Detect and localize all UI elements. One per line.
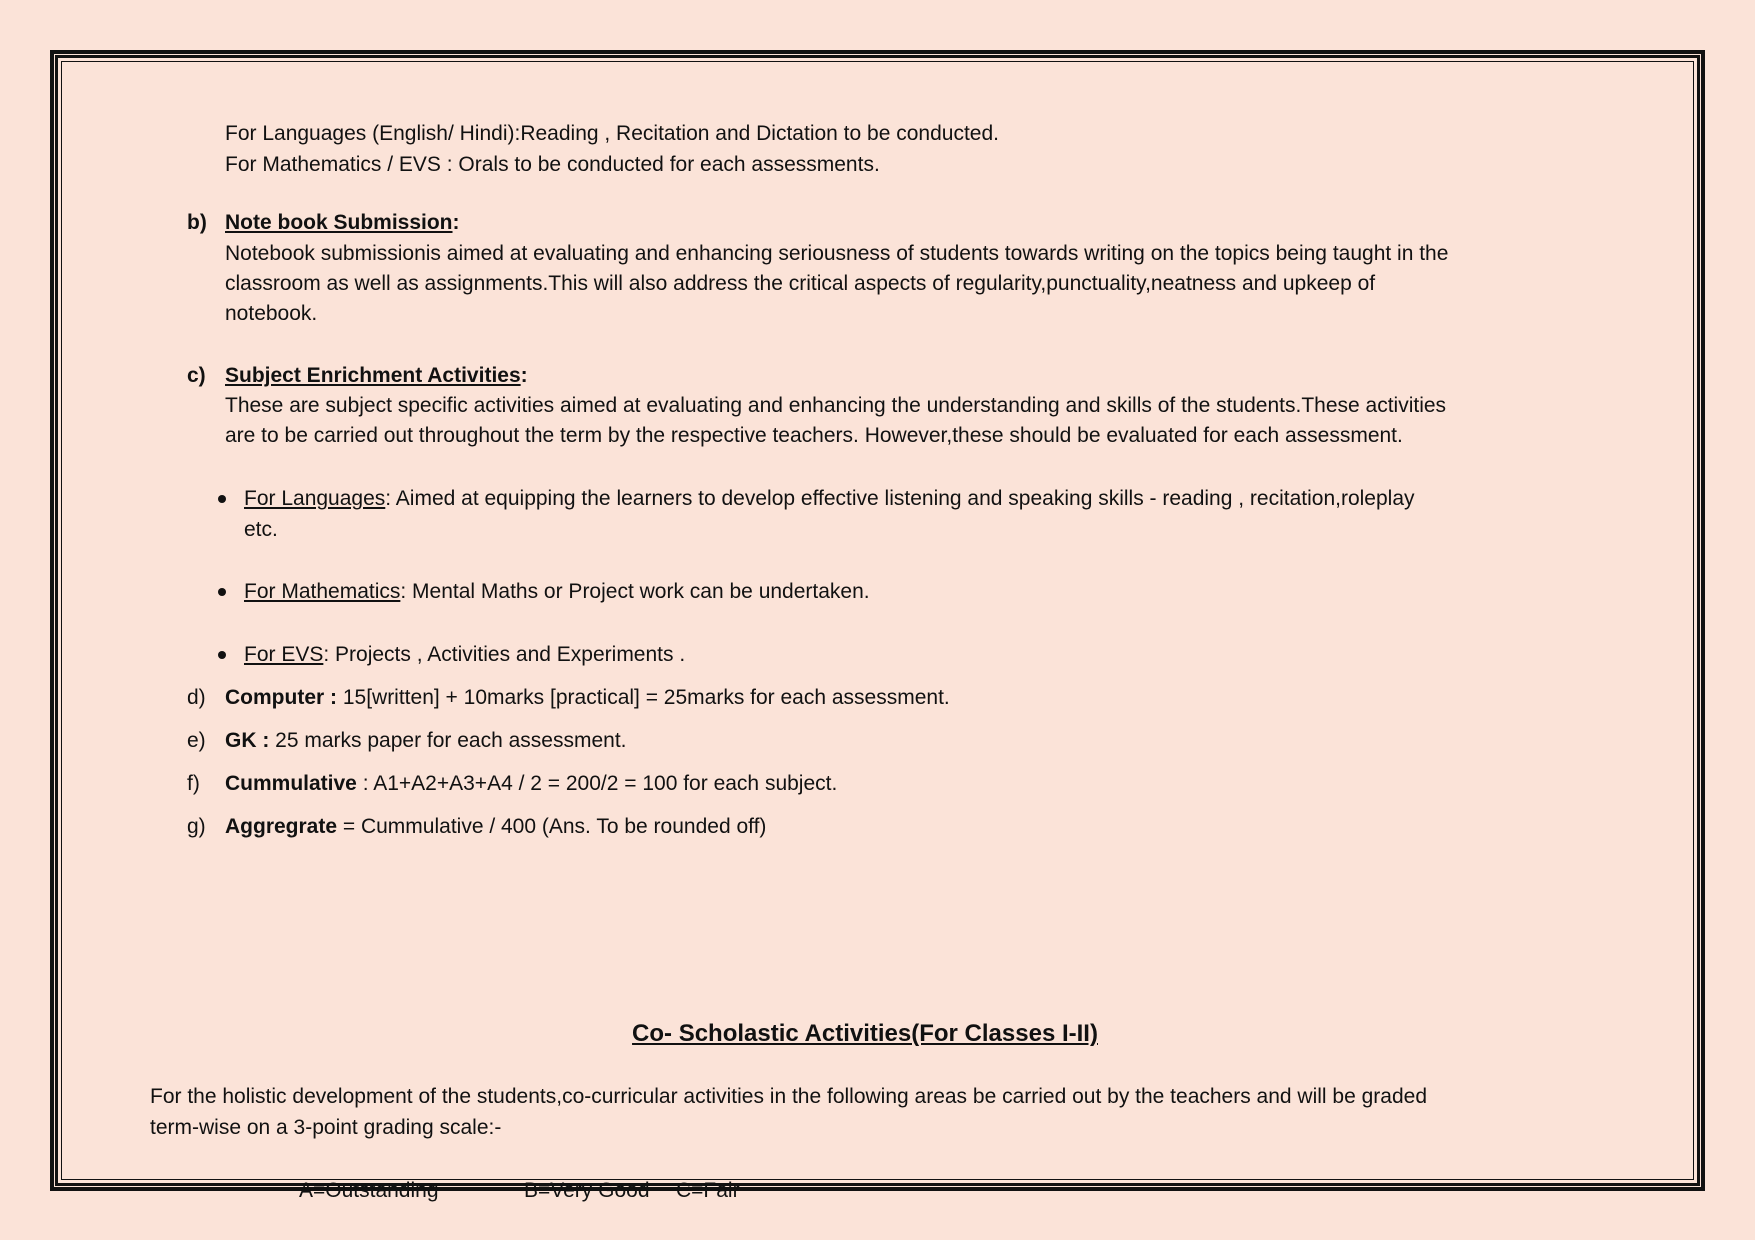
intro-mathematics-line: For Mathematics / EVS : Orals to be conducted for each assessments.: [225, 153, 880, 176]
item-g-text: = Cummulative / 400 (Ans. To be rounded off): [337, 815, 767, 838]
bullet-dot: [218, 588, 226, 596]
section-b-title-colon: :: [452, 211, 460, 234]
bullet-languages-text: : Aimed at equipping the learners to develop effective listening and speaking skills - reading , recitation,roleplay: [385, 487, 1415, 510]
section-c-title-colon: :: [520, 364, 528, 387]
bullet-mathematics-text: : Mental Maths or Project work can be undertaken.: [400, 580, 870, 603]
section-b-line-3: notebook.: [225, 302, 318, 325]
item-g: [225, 812, 766, 842]
item-e: [225, 726, 627, 756]
item-d-text: 15[written] + 10marks [practical] = 25marks for each assessment.: [337, 686, 950, 709]
item-d: [225, 683, 950, 713]
item-d-label: Computer :: [225, 686, 337, 709]
section-b-line-2: classroom as well as assignments.This will also address the critical aspects of regularity,punctuality,neatness and upkeep of: [225, 272, 1376, 295]
bullet-evs: [244, 640, 685, 670]
item-e-marker: e): [187, 729, 206, 752]
bullet-dot: [218, 651, 226, 659]
item-f: [225, 769, 837, 799]
section-b-line-1: Notebook submissionis aimed at evaluating and enhancing seriousness of students towards writing on the topics being taught in the: [225, 242, 1449, 265]
bullet-languages-label: For Languages: [244, 487, 386, 510]
section-c-title: [225, 361, 528, 391]
bullet-evs-text: : Projects , Activities and Experiments .: [323, 643, 686, 666]
bullet-dot: [218, 495, 226, 503]
grade-a: A=Outstanding: [299, 1179, 439, 1202]
section-b-title: [225, 208, 460, 238]
item-g-marker: g): [187, 815, 206, 838]
item-e-label: GK :: [225, 729, 270, 752]
bullet-languages: [244, 484, 1415, 514]
section-c-line-1: These are subject specific activities aimed at evaluating and enhancing the understanding and skills of the students.These activities: [225, 394, 1447, 417]
grade-c: C=Fair: [676, 1179, 740, 1202]
bullet-mathematics-label: For Mathematics: [244, 580, 401, 603]
item-d-marker: d): [187, 686, 206, 709]
bullet-evs-label: For EVS: [244, 643, 324, 666]
grade-b: B=Very Good: [524, 1179, 650, 1202]
item-f-marker: f): [187, 772, 200, 795]
item-e-text: 25 marks paper for each assessment.: [269, 729, 627, 752]
item-g-label: Aggregrate: [225, 815, 338, 838]
bullet-languages-cont: etc.: [244, 518, 278, 541]
intro-languages-line: For Languages (English/ Hindi):Reading , Recitation and Dictation to be conducted.: [225, 122, 999, 145]
item-f-label: Cummulative: [225, 772, 357, 795]
bullet-mathematics: [244, 577, 870, 607]
co-scholastic-heading: Co- Scholastic Activities(For Classes I-II): [632, 1020, 1098, 1047]
section-c-line-2: are to be carried out throughout the term by the respective teachers. However,these should be evaluated for each assessment.: [225, 424, 1403, 447]
section-b-title-text: Note book Submission: [225, 211, 453, 234]
co-scholastic-line-2: term-wise on a 3-point grading scale:-: [150, 1116, 502, 1139]
section-c-marker: c): [187, 364, 206, 387]
section-b-marker: b): [187, 211, 207, 234]
item-f-text: : A1+A2+A3+A4 / 2 = 200/2 = 100 for each subject.: [356, 772, 838, 795]
section-c-title-text: Subject Enrichment Activities: [225, 364, 521, 387]
co-scholastic-line-1: For the holistic development of the students,co-curricular activities in the following areas be carried out by the teachers and will be graded: [150, 1085, 1428, 1108]
